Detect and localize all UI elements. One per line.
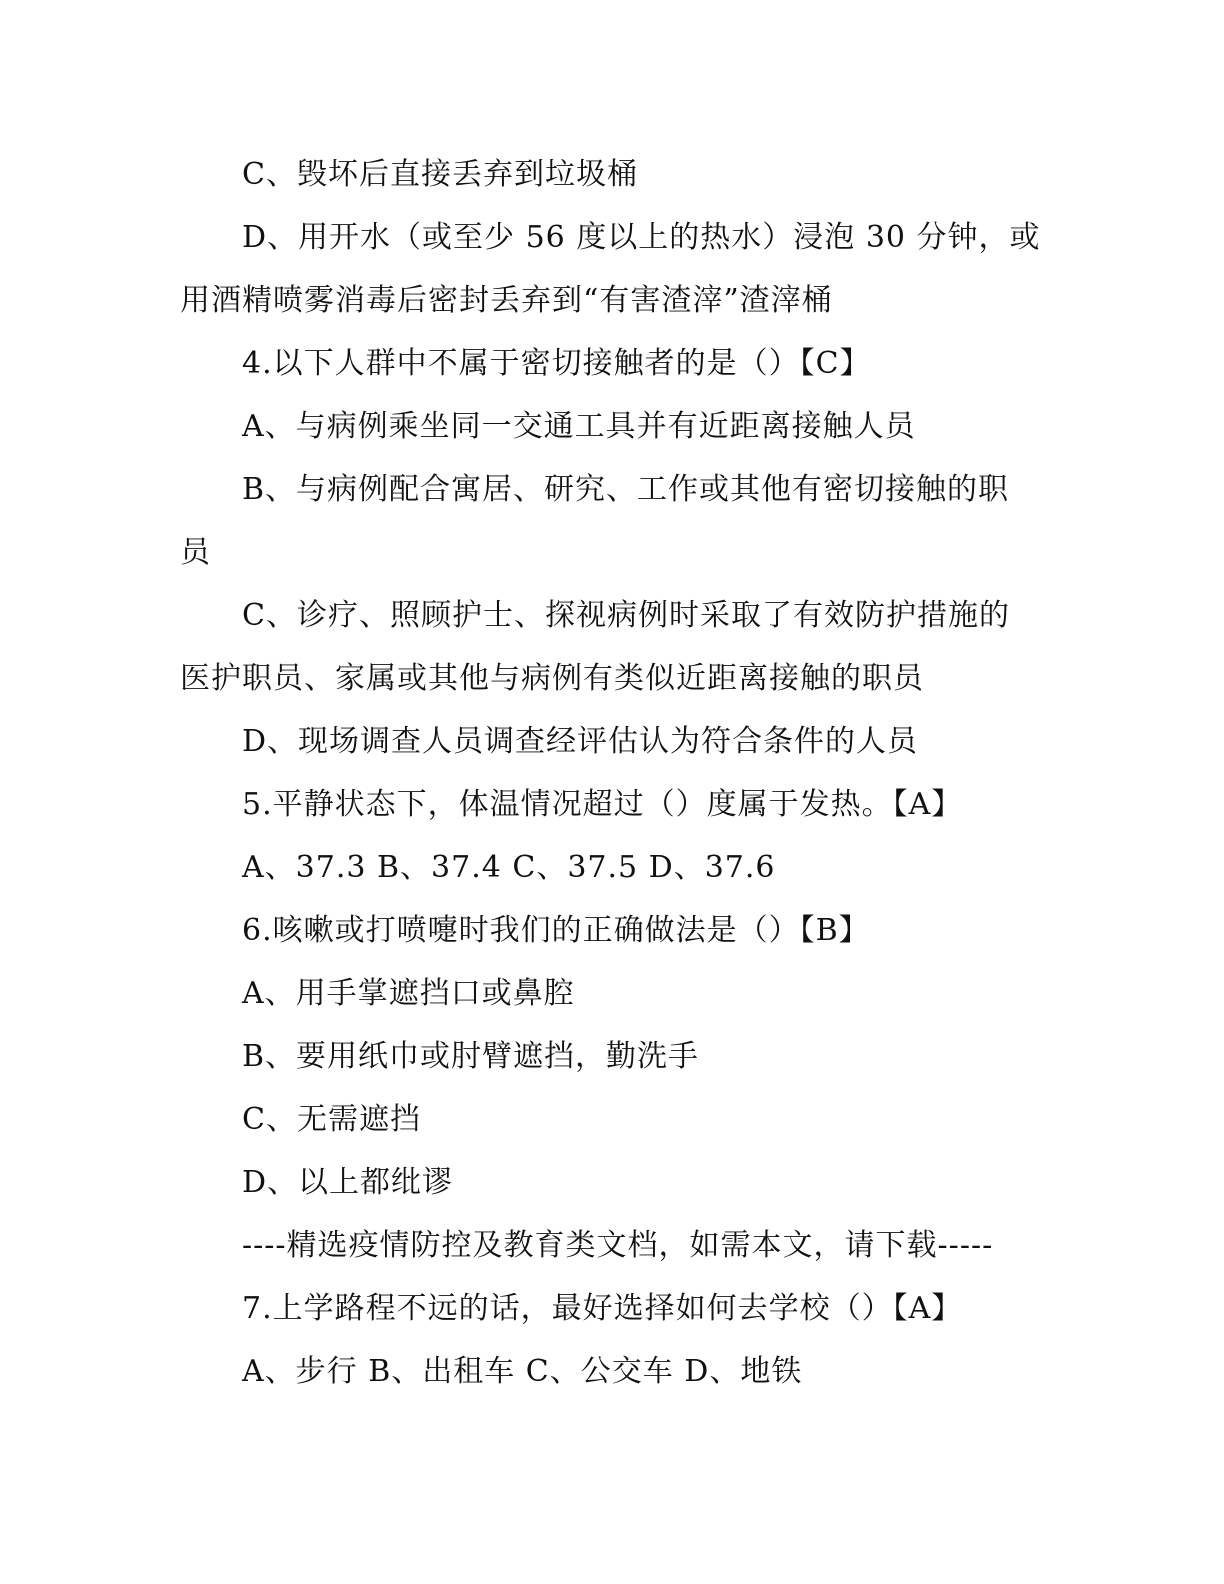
question-7: 7.上学路程不远的话，最好选择如何去学校（）【A】 — [242, 1291, 963, 1326]
option-a-q4: A、与病例乘坐同一交通工具并有近距离接触人员 — [242, 409, 916, 444]
option-a-q6: A、用手掌遮挡口或鼻腔 — [242, 976, 575, 1011]
option-b-q4: B、与病例配合寓居、研究、工作或其他有密切接触的职 — [242, 472, 1010, 507]
options-q7: A、步行 B、出租车 C、公交车 D、地铁 — [242, 1354, 803, 1389]
option-b-q4-continued: 员 — [180, 535, 211, 570]
option-c-q4-continued: 医护职员、家属或其他与病例有类似近距离接触的职员 — [180, 661, 924, 696]
option-c-q3: C、毁坏后直接丢弃到垃圾桶 — [242, 157, 638, 192]
option-d-q3-continued: 用酒精喷雾消毒后密封丢弃到“有害渣滓”渣滓桶 — [180, 283, 833, 318]
options-q5: A、37.3 B、37.4 C、37.5 D、37.6 — [242, 850, 776, 885]
question-4: 4.以下人群中不属于密切接触者的是（）【C】 — [242, 346, 871, 381]
question-6: 6.咳嗽或打喷嚏时我们的正确做法是（）【B】 — [242, 913, 870, 948]
option-d-q4: D、现场调查人员调查经评估认为符合条件的人员 — [242, 724, 919, 759]
question-5: 5.平静状态下，体温情况超过（）度属于发热。【A】 — [242, 787, 963, 822]
option-d-q3: D、用开水（或至少 56 度以上的热水）浸泡 30 分钟，或 — [242, 220, 1041, 255]
option-d-q6: D、以上都纰谬 — [242, 1165, 454, 1200]
option-b-q6: B、要用纸巾或肘臂遮挡，勤洗手 — [242, 1039, 700, 1074]
download-notice: ----精选疫情防控及教育类文档，如需本文，请下载----- — [242, 1228, 994, 1263]
option-c-q4: C、诊疗、照顾护士、探视病例时采取了有效防护措施的 — [242, 598, 1010, 633]
option-c-q6: C、无需遮挡 — [242, 1102, 421, 1137]
